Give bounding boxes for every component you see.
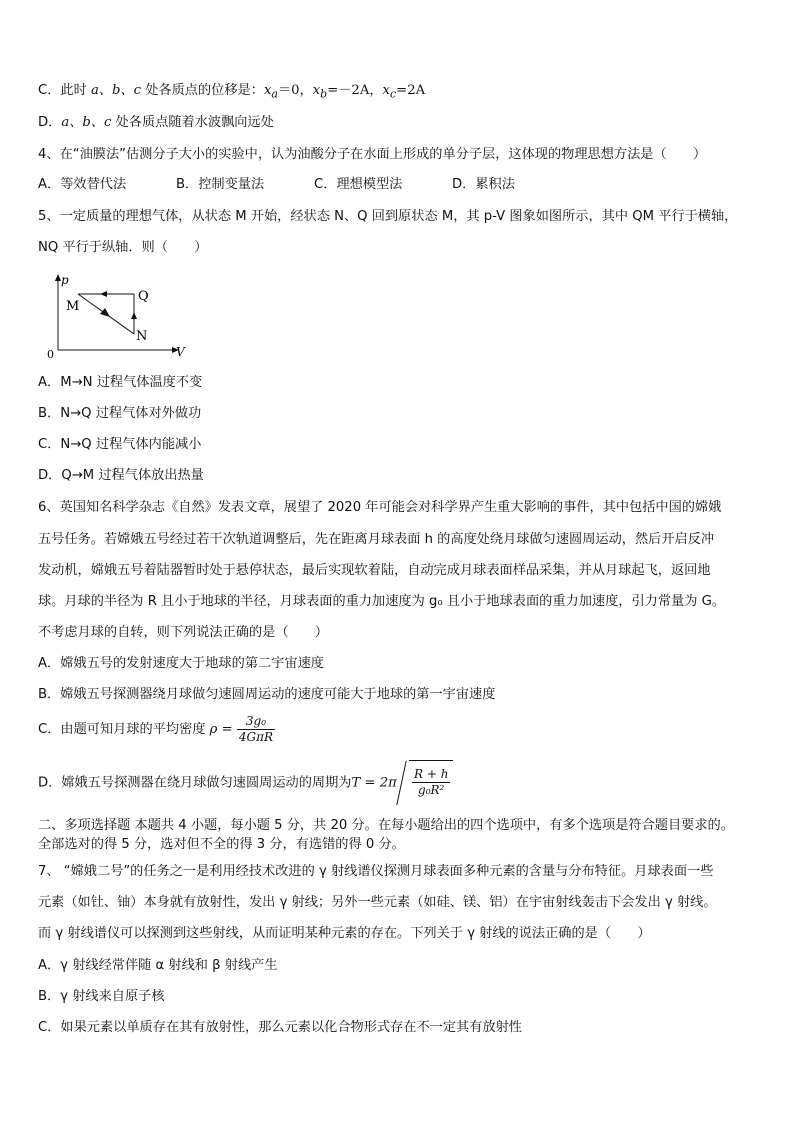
section2-line1: 二、多项选择题 本题共 4 小题，每小题 5 分，共 20 分。在每小题给出的四个选项中，有多个选项是符合题目要求的。 xyxy=(38,818,734,833)
q6-line-2: 五号任务。若嫦娥五号经过若干次轨道调整后，先在距离月球表面 h 的高度处绕月球做匀速圆周运动，然后开启反冲 xyxy=(38,532,715,547)
q7-line-2: 元素（如钍、铀）本身就有放射性，发出 γ 射线；另外一些元素（如硅、镁、铝）在宇宙射线轰击下会发出 γ 射线。 xyxy=(38,895,717,910)
qm-arrow-icon xyxy=(100,291,107,297)
q3-d-text: 处各质点随着水波飘向远处 xyxy=(111,115,274,130)
q6-option-a: A．嫦娥五号的发射速度大于地球的第二宇宙速度 xyxy=(38,656,324,671)
density-fraction xyxy=(237,714,275,745)
period-numerator: R + h xyxy=(413,766,449,781)
q4-stem: 4、在“油膜法”估测分子大小的实验中，认为油酸分子在水面上形成的单分子层，这体现的物理思想方法是（ ） xyxy=(38,147,707,162)
q5-stem-line1: 5、一定质量的理想气体，从状态 M 开始，经状态 N、Q 回到原状态 M，其 p-V 图象如图所示，其中 QM 平行于横轴， xyxy=(38,209,738,224)
n-label: N xyxy=(136,329,148,344)
q7-option-c: C．如果元素以单质存在其有放射性，那么元素以化合物形式存在不一定其有放射性 xyxy=(38,1020,522,1035)
q7-option-b: B．γ 射线来自原子核 xyxy=(38,989,165,1004)
period-denominator: g₀R² xyxy=(418,782,445,797)
q5-option-b: B．N→Q 过程气体对外做功 xyxy=(38,406,202,421)
q6-c-lhs: ρ = xyxy=(209,722,233,737)
q3-c-eq1: ＝0， xyxy=(277,83,313,98)
q3-c-sub-c: c xyxy=(389,87,397,101)
q5-option-d: D．Q→M 过程气体放出热量 xyxy=(38,468,204,483)
q3-d-abc: a、b、c xyxy=(61,115,112,130)
q6-line-4: 球。月球的半径为 R 且小于地球的半径，月球表面的重力加速度为 g₀ 且小于地球表面的重力加速度，引力常量为 G。 xyxy=(38,594,725,609)
q4-option-b: B．控制变量法 xyxy=(176,177,265,192)
q7-option-a: A．γ 射线经常伴随 α 射线和 β 射线产生 xyxy=(38,958,278,973)
q-label: Q xyxy=(138,289,149,304)
q3-c-x: x xyxy=(263,83,272,98)
q6-option-d xyxy=(38,760,453,806)
q6-c-text: C．由题可知月球的平均密度 xyxy=(38,722,206,737)
sqrt-sign xyxy=(409,760,453,805)
section2-line2: 全部选对的得 5 分，选对但不全的得 3 分，有选错的得 0 分。 xyxy=(38,837,405,852)
q3-option-c: C．此时 a、b、c 处各质点的位移是：$x_a=0$，$x_b=-2A$，$x_c=2A$ xyxy=(38,83,426,101)
q3-c-sub-b: b xyxy=(320,87,328,101)
pv-diagram xyxy=(42,272,202,364)
q5-stem-line2: NQ 平行于纵轴．则（ ） xyxy=(38,240,208,255)
v-label: V xyxy=(176,345,185,359)
q7-line-1: 7、 “嫦娥二号”的任务之一是利用经技术改进的 γ 射线谱仪探测月球表面多种元素的含量与分布特征。月球表面一些 xyxy=(38,864,714,879)
q3-c-eq2: =－2A， xyxy=(327,83,383,98)
q3-c-prefix: C．此时 xyxy=(38,83,91,98)
q5-option-a: A．M→N 过程气体温度不变 xyxy=(38,375,203,390)
p-label: p xyxy=(61,273,69,287)
nq-arrow-icon xyxy=(131,312,137,319)
q6-option-c xyxy=(38,712,275,748)
q6-line-3: 发动机，嫦娥五号着陆器暂时处于悬停状态，最后实现软着陆，自动完成月球表面样品采集，并从月球起飞，返回地 xyxy=(38,563,711,578)
q3-c-mid: 处各质点的位移是： xyxy=(141,83,264,98)
density-numerator: 3g₀ xyxy=(237,714,275,730)
q3-c-abc: a、b、c xyxy=(90,83,142,98)
q6-line-5: 不考虑月球的自转，则下列说法正确的是（ ） xyxy=(38,625,329,640)
m-label: M xyxy=(66,299,80,314)
q6-option-b: B．嫦娥五号探测器绕月球做匀速圆周运动的速度可能大于地球的第一宇宙速度 xyxy=(38,687,496,702)
q4-option-a: A．等效替代法 xyxy=(38,177,127,192)
q3-option-d xyxy=(38,114,274,132)
density-denominator: 4GπR xyxy=(238,729,274,744)
q5-option-c: C．N→Q 过程气体内能减小 xyxy=(38,437,202,452)
q3-c-sub-a: a xyxy=(271,87,278,101)
mn-arrow-icon xyxy=(100,308,110,317)
q3-d-prefix: D． xyxy=(38,115,62,130)
q6-line-1: 6、英国知名科学杂志《自然》发表文章，展望了 2020 年可能会对科学界产生重大影响的事件，其中包括中国的嫦娥 xyxy=(38,500,722,515)
q3-c-eq3: =2A xyxy=(396,83,426,98)
q6-d-text: D．嫦娥五号探测器在绕月球做匀速圆周运动的周期为 xyxy=(38,775,352,791)
q4-option-d: D．累积法 xyxy=(452,177,515,192)
origin-label: 0 xyxy=(47,348,54,361)
q7-line-3: 而 γ 射线谱仪可以探测到这些射线，从而证明某种元素的存在。下列关于 γ 射线的说法正确的是（ ） xyxy=(38,926,651,941)
q6-d-lhs: T = 2π xyxy=(351,775,397,791)
period-fraction xyxy=(412,767,450,798)
q4-option-c: C．理想模型法 xyxy=(314,177,403,192)
